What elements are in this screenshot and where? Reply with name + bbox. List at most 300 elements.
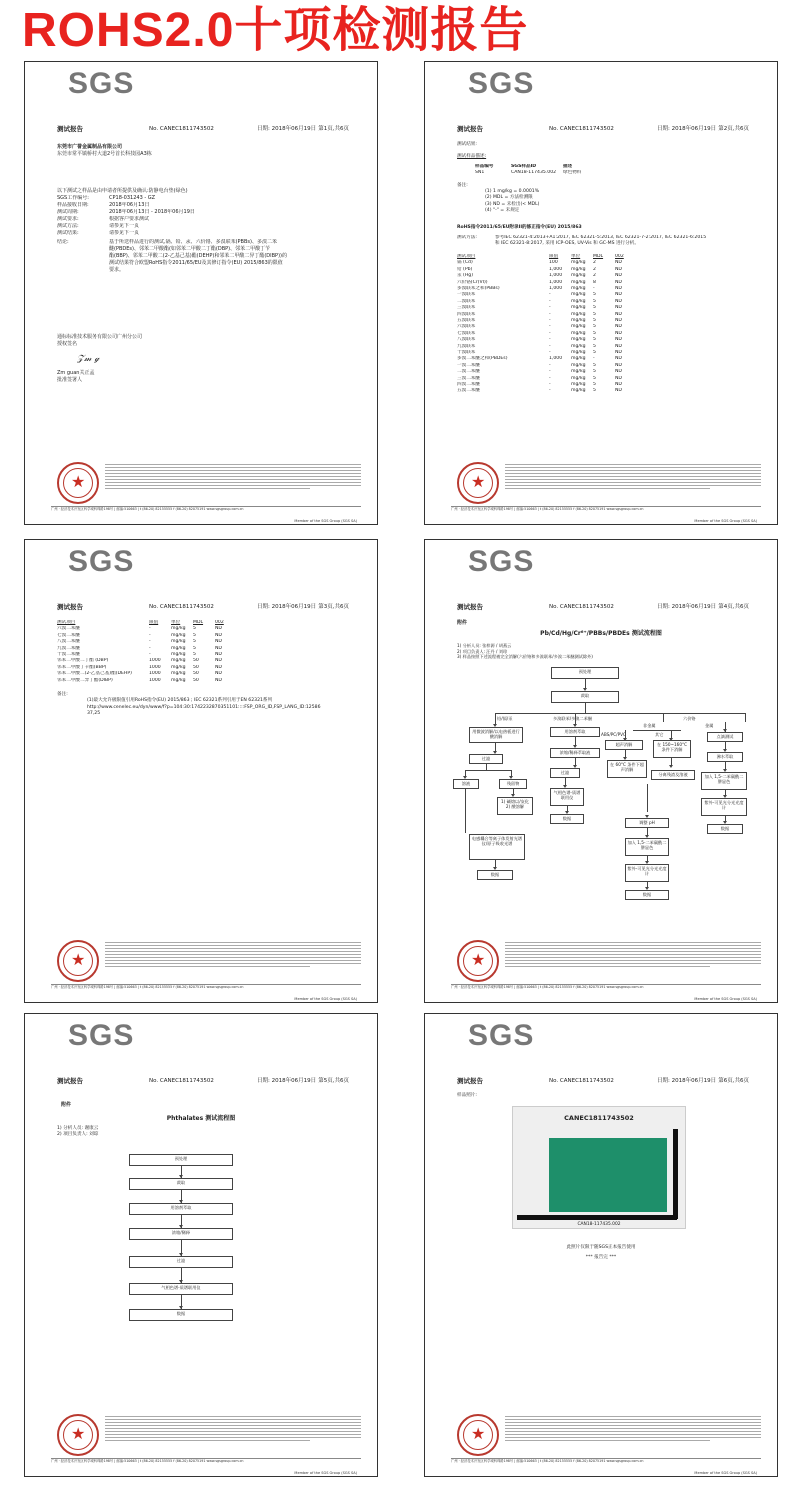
legal-fineprint — [105, 1416, 361, 1443]
legal-fineprint — [505, 464, 761, 491]
table-cell: - — [149, 639, 151, 645]
table-cell: 50 — [193, 677, 199, 683]
col-sgs-id: SGS样品ID — [511, 163, 537, 169]
conclusion-line: 要求。 — [109, 267, 125, 273]
staff-list — [57, 1126, 98, 1138]
results-table-cont — [57, 620, 353, 684]
info-row — [57, 216, 353, 223]
footer-address: 广州 · 经济技术开发区科学城科珠路198号 | 邮编:510663 | t (86-20) 82155555 f (86-20) 82075191 www.sgsgroup.com.cn — [51, 506, 361, 512]
table-cell: ND — [215, 664, 222, 670]
page-footer — [451, 460, 761, 523]
info-key: 测试周期: — [57, 209, 79, 215]
table-cell: ND — [615, 317, 622, 323]
table-cell: 1000 — [149, 671, 161, 677]
notes-label: 备注: — [457, 182, 468, 188]
attachment-label: 附件 — [457, 620, 468, 626]
table-cell: 1,000 — [549, 279, 563, 285]
remark-line: 37,25 — [87, 711, 101, 717]
table-cell: mg/kg — [571, 356, 586, 362]
report-page-1 — [24, 61, 378, 525]
flow-connector — [663, 713, 664, 722]
table-cell: ND — [615, 362, 622, 368]
table-header-cell: MDL — [193, 620, 204, 625]
flow-branch-label: 金属 — [705, 723, 714, 728]
table-cell: 镉 (Cd) — [457, 260, 473, 266]
table-cell: 5 — [593, 349, 596, 355]
attachment-label: 附件 — [61, 1102, 72, 1108]
table-cell: 2 — [593, 266, 596, 272]
signer-title: 批准签署人 — [57, 377, 83, 383]
table-cell: mg/kg — [571, 337, 586, 343]
page-number: 第3页,共6页 — [318, 604, 349, 610]
page-number: 第4页,共6页 — [718, 604, 749, 610]
sgs-member-note: Member of the SGS Group (SGS SA) — [294, 519, 357, 523]
flow-branch-label: 其它 — [655, 732, 664, 737]
conclusion-label: 结论: — [57, 239, 69, 245]
table-cell: mg/kg — [571, 330, 586, 336]
table-cell: mg/kg — [171, 639, 186, 645]
table-cell: 三溴二苯醚 — [457, 375, 480, 381]
table-cell: ND — [615, 375, 622, 381]
table-cell: - — [549, 292, 551, 298]
sgs-seal-icon: ★ — [457, 462, 499, 504]
table-cell: ND — [615, 356, 622, 362]
table-cell: mg/kg — [571, 285, 586, 291]
page-header — [57, 126, 349, 135]
page-footer — [51, 938, 361, 1001]
flow-m2: 沸水萃取 — [707, 752, 743, 762]
table-cell: ND — [615, 273, 622, 279]
table-cell: - — [593, 285, 595, 291]
staff-list — [457, 643, 593, 660]
table-cell: ND — [615, 292, 622, 298]
flow-pretreatment: 预处理 — [551, 667, 619, 679]
table-cell: mg/kg — [171, 626, 186, 632]
table-cell: 50 — [193, 664, 199, 670]
table-cell: 九溴联苯 — [457, 343, 476, 349]
table-cell: 5 — [593, 375, 596, 381]
table-cell: mg/kg — [571, 279, 586, 285]
phthalate-step: 数据 — [129, 1309, 233, 1321]
report-page-2 — [424, 61, 778, 525]
flow-connector — [585, 703, 586, 713]
staff-line: 2) 项目负责人: 刘琼 — [57, 1132, 99, 1137]
report-number: No. CANEC1811743502 — [549, 126, 614, 132]
info-row — [57, 202, 353, 209]
table-cell: - — [149, 632, 151, 638]
page-number: 第6页,共6页 — [718, 1078, 749, 1084]
remarks-label: 备注: — [57, 692, 68, 698]
table-cell: - — [593, 356, 595, 362]
sgs-member-note: Member of the SGS Group (SGS SA) — [694, 519, 757, 523]
table-cell: 5 — [593, 298, 596, 304]
table-cell: ND — [215, 639, 222, 645]
flow-b4: 气相色谱-质谱联用仪 — [550, 788, 584, 806]
signature-icon: 𝒵𝓂 ℊ — [77, 354, 100, 364]
table-cell: - — [549, 369, 551, 375]
table-cell: mg/kg — [571, 375, 586, 381]
flow-arrow-icon — [669, 765, 673, 768]
flow-b1: 用溶剂萃取 — [550, 727, 600, 737]
info-key: 样品接收日期: — [57, 202, 89, 208]
table-cell: ND — [615, 311, 622, 317]
report-number: No. CANEC1811743502 — [149, 126, 214, 132]
flowchart-title: Pb/Cd/Hg/Cr⁶⁺/PBBs/PBDEs 测试流程图 — [540, 630, 662, 637]
table-cell: 5 — [193, 645, 196, 651]
table-cell: mg/kg — [571, 298, 586, 304]
table-cell: 1000 — [149, 664, 161, 670]
flow-m3: 加入 1,5-二苯碳酰二肼显色 — [701, 772, 747, 790]
footer-address: 广州 · 经济技术开发区科学城科珠路198号 | 邮编:510663 | t (86-20) 82155555 f (86-20) 82075191 www.sgsgroup.com.cn — [451, 984, 761, 990]
sample-desc: 绿色物料 — [563, 170, 582, 176]
legal-fineprint — [105, 942, 361, 969]
table-header-cell: 测试项目 — [457, 253, 476, 259]
table-cell: - — [549, 330, 551, 336]
table-cell: ND — [615, 349, 622, 355]
table-header-cell: 测试项目 — [57, 620, 76, 625]
table-cell: - — [549, 305, 551, 311]
table-cell: 十溴联苯 — [457, 349, 476, 355]
page-header — [457, 126, 749, 135]
banner-title: ROHS2.0十项检测报告 — [22, 4, 529, 57]
conclusion-line: 酯(BBP)、邻苯二甲酸二(2-乙基己基)酯(DEHP)和邻苯二甲酸二异丁酯(DIBP))的 — [109, 253, 287, 259]
flow-b2: 浓缩/稀释萃取液 — [550, 748, 600, 758]
page-header — [457, 604, 749, 613]
results-table — [457, 254, 753, 395]
page-footer — [51, 1412, 361, 1475]
flow-c2: 在 150~160°C 条件下消解 — [653, 740, 691, 758]
remarks-text — [87, 698, 353, 717]
method-text — [495, 235, 706, 248]
staff-line: 3) 样品按照下述流程被完全消解(六价铬和多溴联苯/多溴二苯醚测试除外) — [457, 654, 593, 660]
report-page-5 — [24, 1013, 378, 1477]
table-cell: 八溴二苯醚 — [57, 639, 80, 645]
page-number: 第2页,共6页 — [718, 126, 749, 132]
flow-branch-label: ABS/PC/PVC — [601, 732, 626, 737]
table-cell: mg/kg — [571, 311, 586, 317]
table-header-cell: 002 — [615, 253, 624, 259]
flow-a7: 数据 — [477, 870, 513, 880]
report-title: 测试报告 — [57, 1077, 83, 1085]
col-sample-no: 样品编号 — [475, 163, 494, 169]
table-cell: ND — [215, 645, 222, 651]
staff-line: 1) 分析人员: 谢康云 — [57, 1126, 99, 1131]
table-cell: - — [549, 298, 551, 304]
legal-fineprint — [505, 942, 761, 969]
info-value: CP18-031243 - GZ — [109, 195, 156, 201]
page-number: 第1页,共6页 — [318, 126, 349, 132]
report-date: 日期: 2018年06月19日 — [657, 604, 717, 610]
flow-m1: 点滴测试 — [707, 732, 743, 742]
table-cell: ND — [615, 279, 622, 285]
ruler-horizontal-icon — [517, 1215, 677, 1220]
table-cell: 1000 — [149, 677, 161, 683]
flow-c8: 数据 — [625, 890, 669, 900]
client-address: 东莞市常平镇桥村大道2号首长科技园A3栋 — [57, 151, 152, 157]
table-cell: mg/kg — [171, 658, 186, 664]
table-cell: ND — [615, 382, 622, 387]
table-cell: 5 — [593, 305, 596, 311]
table-cell: 1,000 — [549, 356, 563, 362]
table-cell: - — [549, 362, 551, 368]
flow-c4: 分离残渣及溶液 — [651, 770, 695, 780]
phthalate-step: 预处理 — [129, 1154, 233, 1166]
sgs-member-note: Member of the SGS Group (SGS SA) — [294, 1471, 357, 1475]
table-cell: ND — [215, 671, 222, 677]
flow-a6: 电感耦合等离子体发射光谱仪/原子吸收光谱 — [469, 834, 525, 860]
report-title: 测试报告 — [57, 603, 83, 611]
table-cell: mg/kg — [171, 671, 186, 677]
table-cell: - — [149, 626, 151, 632]
table-cell: 四溴联苯 — [457, 311, 476, 317]
method-line: 和 IEC 62321-8:2017, 采用 ICP-OES, UV-Vis 和 GC-MS 进行分析。 — [495, 241, 639, 247]
table-cell: mg/kg — [571, 266, 586, 272]
flow-a3: 溶液 — [453, 779, 479, 789]
photo-sample-id: CAN18-117435.002 — [577, 1222, 621, 1227]
flow-connector — [575, 737, 576, 745]
report-title: 测试报告 — [457, 125, 483, 133]
table-cell: 一溴联苯 — [457, 292, 476, 298]
table-cell: mg/kg — [571, 369, 586, 375]
table-row — [457, 388, 753, 394]
staff-line: 2) 项目负责人: 汪丹 / 刘琼 — [457, 648, 508, 654]
table-cell: ND — [615, 388, 622, 394]
table-cell: 九溴二苯醚 — [57, 645, 80, 651]
photo-label: 样品照片: — [457, 1093, 477, 1098]
section-title: RoHS指令2011/65/EU附录II的修正指令(EU) 2015/863 — [457, 224, 582, 230]
info-key: 测试结果: — [57, 230, 79, 236]
page-footer — [451, 938, 761, 1001]
table-cell: - — [549, 375, 551, 381]
table-cell: - — [549, 382, 551, 387]
table-cell: 多溴二苯醚之和(PBDEs) — [457, 356, 508, 362]
conclusion-line: 醚(PBDEs)、邻苯二甲酸酯(如邻苯二甲酸二丁酯(DBP)、邻苯二甲酸丁苄 — [109, 246, 271, 252]
flow-branch-label: 非金属 — [643, 723, 656, 728]
page-footer — [51, 460, 361, 523]
table-cell: 十溴二苯醚 — [57, 652, 80, 658]
info-key: 测试要求: — [57, 216, 79, 222]
flow-branch-label: 铅/镉/汞 — [497, 716, 513, 721]
table-cell: 5 — [593, 330, 596, 336]
table-cell: ND — [615, 260, 622, 266]
report-date: 日期: 2018年06月19日 — [657, 126, 717, 132]
photo-caption: 此照片仅限于随SGS正本报告使用 — [566, 1245, 636, 1250]
sgs-logo: SGS — [68, 67, 135, 100]
flow-connector — [647, 784, 648, 812]
table-cell: 1,000 — [549, 285, 563, 291]
report-page-6 — [424, 1013, 778, 1477]
flow-cut: 裁取 — [551, 691, 619, 703]
conclusion-line: 测试结果符合欧盟RoHS指令2011/65/EU及其修订指令(EU) 2015/863的限值 — [109, 260, 283, 266]
sgs-member-note: Member of the SGS Group (SGS SA) — [294, 997, 357, 1001]
phthalate-step: 用溶剂萃取 — [129, 1203, 233, 1215]
note-line: (4) "-" = 未规定 — [485, 208, 520, 214]
phthalate-step: 气相色谱-质谱联用仪 — [129, 1283, 233, 1295]
flow-c3: 在 60°C 条件下超声消解 — [607, 760, 647, 778]
table-cell: 2 — [593, 273, 596, 279]
sgs-seal-icon: ★ — [57, 940, 99, 982]
sgs-logo: SGS — [468, 545, 535, 578]
sgs-member-note: Member of the SGS Group (SGS SA) — [694, 1471, 757, 1475]
info-row — [57, 209, 353, 216]
table-cell: mg/kg — [571, 273, 586, 279]
table-cell: 5 — [593, 362, 596, 368]
lab-name: 通标标准技术服务有限公司广州分公司 — [57, 334, 143, 340]
remark-line: http://www.cenelec.eu/dyn/www/f?p=104:30:1742232870351101::::FSP_ORG_ID,FSP_LANG_ID:12586 — [87, 704, 321, 710]
sgs-logo: SGS — [68, 545, 135, 578]
info-row — [57, 230, 353, 237]
table-cell: 5 — [593, 388, 596, 394]
table-cell: - — [549, 388, 551, 394]
footer-address: 广州 · 经济技术开发区科学城科珠路198号 | 邮编:510663 | t (86-20) 82155555 f (86-20) 82075191 www.sgsgroup.com.cn — [51, 1458, 361, 1464]
table-cell: ND — [615, 298, 622, 304]
table-cell: 5 — [193, 639, 196, 645]
info-fields — [57, 195, 353, 237]
footer-address: 广州 · 经济技术开发区科学城科珠路198号 | 邮编:510663 | t (86-20) 82155555 f (86-20) 82075191 www.sgsgroup.com.cn — [451, 1458, 761, 1464]
table-cell: 1,000 — [549, 266, 563, 272]
table-cell: 多溴联苯之和(PBBs) — [457, 285, 500, 291]
flow-connector — [671, 730, 672, 738]
sgs-seal-icon: ★ — [457, 940, 499, 982]
remark-line: (1)最大允许极限值引用RoHS指令(EU) 2015/863 ; IEC 62321系列引用于EN 62321系列 — [87, 698, 273, 704]
method-line: 参考IEC 62321-4:2013+A1:2017, IEC 62321-5:2013, IEC 62321-7-2:2017, IEC 62321-6:2015 — [495, 235, 707, 241]
table-cell: mg/kg — [571, 343, 586, 349]
table-cell: 5 — [593, 324, 596, 330]
table-cell: 2 — [593, 260, 596, 266]
page-footer — [451, 1412, 761, 1475]
sample-no: SN1 — [475, 170, 485, 176]
sgs-logo: SGS — [468, 1019, 535, 1052]
table-cell: 八溴联苯 — [457, 337, 476, 343]
flow-a4: 残留物 — [499, 779, 527, 789]
phthalate-step: 浓缩/稀释 — [129, 1228, 233, 1240]
report-number: No. CANEC1811743502 — [149, 1078, 214, 1084]
flow-connector — [495, 743, 496, 751]
phthalate-step: 裁取 — [129, 1178, 233, 1190]
table-cell: ND — [615, 266, 622, 272]
flow-connector — [465, 789, 466, 833]
flow-connector — [745, 713, 746, 722]
table-cell: 邻苯二甲酸二(2-乙基己基)酯(DEHP) — [57, 671, 132, 677]
table-cell: ND — [215, 632, 222, 638]
table-cell: 5 — [193, 632, 196, 638]
table-cell: mg/kg — [171, 677, 186, 683]
table-header-cell: 单位 — [571, 253, 581, 259]
table-cell: ND — [215, 677, 222, 683]
flow-branch-label: 六价铬 — [683, 716, 696, 721]
table-cell: 六价铬(Cr(VI)) — [457, 279, 488, 285]
table-header-cell: 限值 — [149, 620, 159, 625]
report-page-4 — [424, 539, 778, 1003]
table-cell: ND — [215, 658, 222, 664]
table-cell: 50 — [193, 671, 199, 677]
table-cell: mg/kg — [571, 324, 586, 330]
notes-list — [485, 189, 753, 215]
flow-m4: 紫外-可见光分光光度计 — [701, 798, 747, 816]
report-title: 测试报告 — [57, 125, 83, 133]
table-cell: - — [549, 349, 551, 355]
table-cell: ND — [615, 330, 622, 336]
table-cell: mg/kg — [571, 388, 586, 394]
flow-a5: 1) 碱熔以/灰化 2) 酸溶解 — [497, 797, 533, 815]
table-cell: 5 — [593, 337, 596, 343]
report-number: No. CANEC1811743502 — [549, 1078, 614, 1084]
flow-connector — [465, 770, 511, 771]
table-cell: 五溴二苯醚 — [457, 388, 480, 394]
table-cell: 三溴联苯 — [457, 305, 476, 311]
table-cell: 七溴联苯 — [457, 330, 476, 336]
table-cell: - — [549, 337, 551, 343]
report-number: No. CANEC1811743502 — [549, 604, 614, 610]
table-cell: 50 — [193, 658, 199, 664]
flow-b5: 数据 — [550, 814, 584, 824]
page-header — [57, 604, 349, 613]
legal-fineprint — [505, 1416, 761, 1443]
staff-line: 1) 分析人员: 张梓源 / 胡燕云 — [457, 643, 512, 648]
conclusion-text — [109, 239, 287, 274]
table-cell: 邻苯二甲酸二异丁酯(DIBP) — [57, 677, 113, 683]
table-cell: 5 — [193, 626, 196, 632]
table-cell: - — [549, 343, 551, 349]
table-cell: 二溴联苯 — [457, 298, 476, 304]
green-mat-sample — [549, 1138, 667, 1212]
col-desc: 描述 — [563, 163, 573, 169]
table-cell: 5 — [593, 369, 596, 375]
table-cell: 5 — [593, 311, 596, 317]
sample-desc-label: 测试样品描述: — [457, 154, 487, 160]
note-line: (3) ND = 未检出(< MDL) — [485, 201, 540, 207]
photo-report-number: CANEC1811743502 — [564, 1114, 634, 1122]
table-cell: ND — [615, 324, 622, 330]
table-cell: 邻苯二甲酸丁苄酯(BBP) — [57, 664, 107, 670]
info-row — [57, 223, 353, 230]
conclusion-line: 基于所送样品进行的测试,镉、铅、汞、六价铬、多溴联苯(PBBs)、多溴二苯 — [109, 239, 277, 245]
table-cell: 六溴二苯醚 — [57, 626, 80, 632]
flow-c7: 紫外-可见光分光光度计 — [625, 864, 669, 882]
sgs-member-note: Member of the SGS Group (SGS SA) — [694, 997, 757, 1001]
table-cell: ND — [215, 626, 222, 632]
table-cell: 四溴二苯醚 — [457, 382, 480, 387]
results-label: 测试结果: — [457, 142, 477, 147]
table-cell: mg/kg — [571, 305, 586, 311]
table-cell: mg/kg — [171, 632, 186, 638]
table-cell: 1,000 — [549, 273, 563, 279]
info-value: 请参见下一页 — [109, 223, 140, 229]
table-cell: ND — [615, 305, 622, 311]
authorized-signature-label: 授权签名 — [57, 341, 78, 347]
flow-b3: 过滤 — [550, 768, 580, 778]
table-cell: mg/kg — [571, 260, 586, 266]
report-number: No. CANEC1811743502 — [149, 604, 214, 610]
note-line: (2) MDL = 方法检测限 — [485, 195, 533, 201]
info-value: 请参见下一页 — [109, 230, 140, 236]
flow-connector — [585, 679, 586, 688]
sgs-seal-icon: ★ — [57, 1414, 99, 1456]
info-value: 2018年06月13日 - 2018年06月19日 — [109, 209, 195, 215]
page-header — [57, 1078, 349, 1087]
table-cell: mg/kg — [171, 664, 186, 670]
table-cell: ND — [615, 337, 622, 343]
table-cell: ND — [615, 343, 622, 349]
table-cell: mg/kg — [571, 317, 586, 323]
flow-connector — [625, 730, 626, 738]
report-page-3 — [24, 539, 378, 1003]
table-header-cell: 限值 — [549, 253, 559, 259]
table-cell: mg/kg — [571, 362, 586, 368]
table-cell: 1000 — [149, 658, 161, 664]
table-cell: mg/kg — [571, 349, 586, 355]
flow-a2: 过滤 — [469, 754, 503, 764]
